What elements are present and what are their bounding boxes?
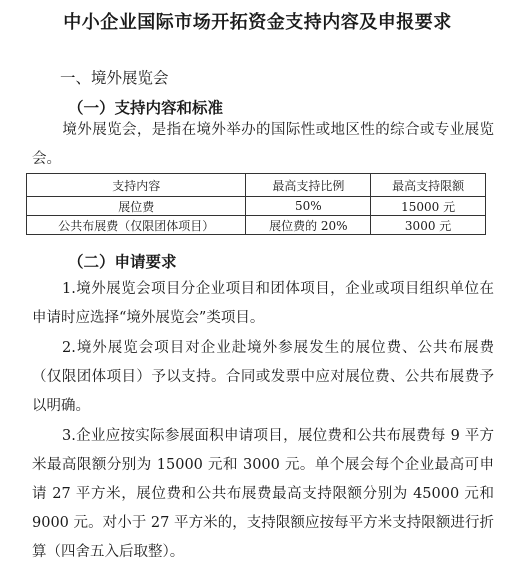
table-cell: 50% — [246, 197, 371, 216]
table-cell: 展位费的 20% — [246, 216, 371, 235]
requirement-text: 2.境外展览会项目对企业赴境外参展发生的展位费、公共布展费（仅限团体项目）予以支持。合同或发票中应对展位费、公共布展费予以明确。 — [32, 340, 494, 414]
table-cell: 公共布展费（仅限团体项目） — [27, 216, 246, 235]
requirement-text: 3.企业应按实际参展面积申请项目，展位费和公共布展费每 9 平方米最高限额分别为 15000 元和 3000 元。单个展会每个企业最高可申请 27 平方米，展位费和公共布展费最高支持限额分别为 45000 元和 9000 元。对小于 27 平方米的，支持限额应按每平方米支持限额进行折算（四舍五入后取整）。 — [32, 428, 494, 560]
section-heading-exhibitions: 一、境外展览会 — [60, 69, 169, 87]
intro-text: 境外展览会，是指在境外举办的国际性或地区性的综合或专业展览会。 — [32, 122, 494, 167]
table-row — [27, 216, 486, 235]
requirement-paragraph — [32, 275, 494, 333]
table-cell: 3000 元 — [371, 216, 486, 235]
subsection-heading-support: （一）支持内容和标准 — [68, 99, 224, 117]
table-cell: 展位费 — [27, 197, 246, 216]
requirement-paragraph — [32, 422, 494, 567]
table-header-cell: 支持内容 — [27, 174, 246, 197]
table-cell: 15000 元 — [371, 197, 486, 216]
table-row — [27, 197, 486, 216]
intro-paragraph — [32, 116, 494, 174]
document-title: 中小企业国际市场开拓资金支持内容及申报要求 — [63, 12, 452, 33]
support-table — [26, 173, 486, 235]
subsection-heading-requirements: （二）申请要求 — [68, 253, 177, 271]
requirement-text: 1.境外展览会项目分企业项目和团体项目，企业或项目组织单位在申请时应选择“境外展览会”类项目。 — [32, 281, 494, 326]
requirement-paragraph — [32, 334, 494, 421]
table-header-row — [27, 174, 486, 197]
table-header-cell: 最高支持比例 — [246, 174, 371, 197]
table-header-cell: 最高支持限额 — [371, 174, 486, 197]
